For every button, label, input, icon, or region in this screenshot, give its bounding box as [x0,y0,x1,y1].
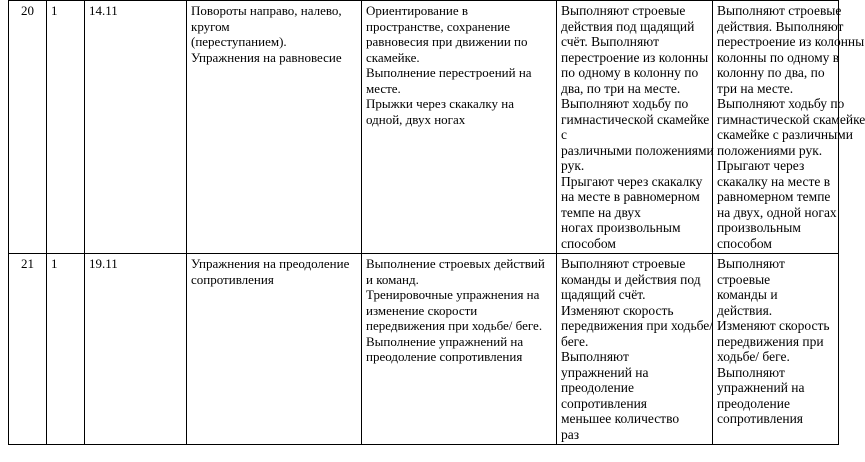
table-row [9,254,839,445]
cell-text-line: Прыгают через скакалку [561,173,703,189]
cell-text-line: Упражнения на равновесие [191,49,342,65]
cell-text-line: преодоление [561,380,634,395]
cell-text-line: Выполняют ходьбу по [561,96,689,111]
cell-text-line: различными положениями [561,142,714,158]
activity-min-cell [557,1,713,254]
date-cell [85,1,187,254]
cell-text-line: темпе на двух [561,204,641,220]
cell-text-line: ногах произвольным [561,220,681,235]
cell-text-line: на двух, одной ногах [717,204,837,220]
cell-text-line: Выполняют [717,364,785,380]
cell-text-line: гимнастической скамейке [717,111,865,127]
cell-text-line: произвольным [717,220,801,235]
cell-text-line: колонну по два, по [717,65,825,80]
lesson-number-cell [9,254,47,445]
hours-cell [47,254,85,445]
cell-text-line: пространстве, сохранение [366,18,511,34]
cell-text-line: одной, двух ногах [366,111,466,127]
cell-text-line: преодоление сопротивления [366,349,523,364]
cell-text-line: действия под щадящий [561,18,695,34]
cell-text-line: сопротивления [717,411,803,426]
cell-text-line: передвижения при [717,333,824,349]
cell-text-line: равномерном темпе [717,189,831,204]
cell-text-line: и команд. [366,271,419,287]
cell-text-line: упражнений на [561,364,649,380]
cell-text-line: Прыжки через скакалку на [366,96,515,111]
cell-text-line: Выполняют строевые [561,256,686,271]
cell-text-line: месте. [366,80,401,96]
cell-text-line: Выполняют строевые [561,3,686,18]
cell-text-line: Ориентирование в [366,3,469,18]
cell-text-line: беге. [561,333,589,349]
cell-text-line: команды и действия под [561,271,701,287]
cell-text-line: изменение скорости [366,302,478,318]
cell-text-line: гимнастической скамейке [561,111,710,127]
hours-cell [47,1,85,254]
cell-text: 1 [51,256,58,271]
lesson-plan-table [8,0,865,445]
cell-text-line: счёт. Выполняют [561,34,659,49]
cell-text-line: передвижения при ходьбе/ [561,318,714,333]
cell-text-line: кругом [191,18,230,34]
cell-text-line: Повороты направо, налево, [191,3,342,18]
cell-text-line: действия. Выполняют [717,18,844,34]
cell-text-line: равновесия при движении по [366,34,528,49]
cell-text-line: способом [561,235,616,251]
cell-text-line: упражнений на [717,380,805,395]
cell-text: 14.11 [89,3,118,18]
cell-text-line: скамейке. [366,49,420,65]
content-cell [362,1,557,254]
cell-text-line: Выполняют [717,256,785,271]
cell-text-line: способом [717,235,772,251]
cell-text-line: Тренировочные упражнения на [366,287,540,302]
cell-text-line: положениями рук. [717,142,823,158]
cell-text-line: передвижения при ходьбе/ беге. [366,318,543,333]
cell-text-line: на месте в равномерном [561,189,700,204]
cell-text-line: раз [561,426,580,442]
cell-text-line: Выполнение упражнений на [366,333,524,349]
cell-text-line: Выполняют ходьбу по [717,96,845,111]
activity-max-cell [713,1,865,254]
cell-text-line: команды и [717,287,778,302]
table-row [9,1,839,254]
topic-cell [187,254,362,445]
cell-text-line: Выполнение перестроений на [366,65,532,80]
lesson-number-cell [9,1,47,254]
cell-text: 20 [21,3,34,18]
cell-text-line: перестроение из колонны [561,49,709,65]
cell-text-line: Выполнение строевых действий [366,256,545,271]
cell-text-line: Изменяют скорость [717,318,830,333]
cell-text-line: перестроение из колонны [717,34,865,49]
cell-text-line: рук. [561,158,585,173]
cell-text-line: Прыгают через [717,158,805,173]
cell-text-line: строевые [717,271,771,287]
cell-text-line: Выполняют строевые [717,3,842,18]
cell-text: 19.11 [89,256,118,271]
cell-text-line: действия. [717,302,773,318]
activity-max-cell [713,254,839,445]
content-cell [362,254,557,445]
cell-text-line: (переступанием). [191,34,287,49]
date-cell [85,254,187,445]
cell-text-line: три на месте. [717,80,794,96]
cell-text-line: по одному в колонну по [561,65,699,80]
cell-text-line: колонны по одному в [717,49,840,65]
cell-text-line: скакалку на месте в [717,173,831,189]
cell-text-line: сопротивления [191,271,274,287]
cell-text-line: с [561,127,567,142]
cell-text-line: Изменяют скорость [561,302,674,318]
cell-text-line: ходьбе/ беге. [717,349,790,364]
topic-cell [187,1,362,254]
cell-text-line: Выполняют [561,349,629,364]
cell-text: 21 [21,256,34,271]
cell-text-line: сопротивления [561,395,647,411]
cell-text-line: преодоление [717,395,790,411]
activity-min-cell [557,254,713,445]
cell-text-line: Упражнения на преодоление [191,256,350,271]
cell-text: 1 [51,3,58,18]
cell-text-line: меньшее количество [561,411,680,426]
cell-text-line: щадящий счёт. [561,287,646,302]
cell-text-line: скамейке с различными [717,127,853,142]
cell-text-line: два, по три на месте. [561,80,681,96]
